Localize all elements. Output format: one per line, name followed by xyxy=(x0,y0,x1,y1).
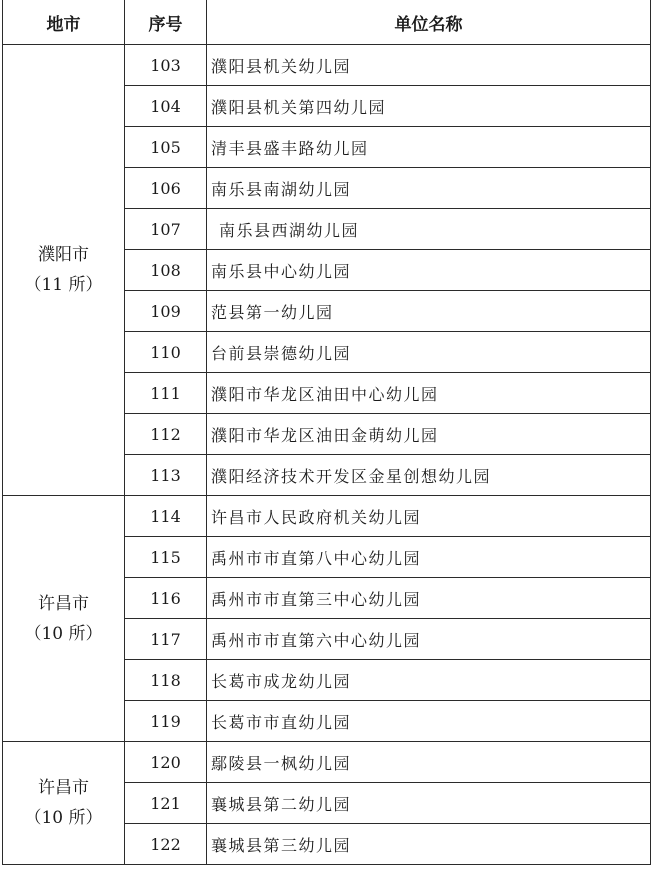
name-cell: 南乐县西湖幼儿园 xyxy=(207,209,651,250)
name-cell: 濮阳市华龙区油田金萌幼儿园 xyxy=(207,414,651,455)
city-name: 许昌市 xyxy=(38,778,89,798)
city-group-cell xyxy=(3,496,125,742)
table-row xyxy=(3,45,651,86)
name-cell: 许昌市人民政府机关幼儿园 xyxy=(207,496,651,537)
name-cell: 禹州市市直第八中心幼儿园 xyxy=(207,537,651,578)
name-cell: 长葛市市直幼儿园 xyxy=(207,701,651,742)
name-cell: 范县第一幼儿园 xyxy=(207,291,651,332)
table-header-row xyxy=(3,0,651,45)
name-cell: 台前县崇德幼儿园 xyxy=(207,332,651,373)
name-cell: 南乐县中心幼儿园 xyxy=(207,250,651,291)
seq-cell: 121 xyxy=(125,783,207,824)
seq-cell: 110 xyxy=(125,332,207,373)
name-cell: 禹州市市直第三中心幼儿园 xyxy=(207,578,651,619)
name-cell: 襄城县第三幼儿园 xyxy=(207,824,651,865)
name-cell: 濮阳市华龙区油田中心幼儿园 xyxy=(207,373,651,414)
header-seq: 序号 xyxy=(125,0,207,45)
name-cell: 南乐县南湖幼儿园 xyxy=(207,168,651,209)
seq-cell: 120 xyxy=(125,742,207,783)
name-cell: 濮阳县机关第四幼儿园 xyxy=(207,86,651,127)
seq-cell: 111 xyxy=(125,373,207,414)
city-group-cell xyxy=(3,45,125,496)
city-name: 濮阳市 xyxy=(38,245,89,265)
name-cell: 长葛市成龙幼儿园 xyxy=(207,660,651,701)
seq-cell: 114 xyxy=(125,496,207,537)
seq-cell: 116 xyxy=(125,578,207,619)
seq-cell: 106 xyxy=(125,168,207,209)
seq-cell: 117 xyxy=(125,619,207,660)
city-count: （10 所） xyxy=(24,808,103,828)
seq-cell: 122 xyxy=(125,824,207,865)
seq-cell: 104 xyxy=(125,86,207,127)
header-name: 单位名称 xyxy=(207,0,651,45)
seq-cell: 112 xyxy=(125,414,207,455)
seq-cell: 115 xyxy=(125,537,207,578)
name-cell: 襄城县第二幼儿园 xyxy=(207,783,651,824)
name-cell: 濮阳县机关幼儿园 xyxy=(207,45,651,86)
name-cell: 清丰县盛丰路幼儿园 xyxy=(207,127,651,168)
table-row xyxy=(3,496,651,537)
seq-cell: 107 xyxy=(125,209,207,250)
seq-cell: 118 xyxy=(125,660,207,701)
table-row xyxy=(3,742,651,783)
city-group-cell xyxy=(3,742,125,865)
seq-cell: 119 xyxy=(125,701,207,742)
seq-cell: 108 xyxy=(125,250,207,291)
seq-cell: 103 xyxy=(125,45,207,86)
name-cell: 濮阳经济技术开发区金星创想幼儿园 xyxy=(207,455,651,496)
kindergarten-list-table xyxy=(2,0,651,865)
seq-cell: 113 xyxy=(125,455,207,496)
name-cell: 鄢陵县一枫幼儿园 xyxy=(207,742,651,783)
city-count: （10 所） xyxy=(24,623,103,644)
city-name: 许昌市 xyxy=(38,593,89,614)
header-city: 地市 xyxy=(3,0,125,45)
seq-cell: 105 xyxy=(125,127,207,168)
city-count: （11 所） xyxy=(24,275,103,295)
seq-cell: 109 xyxy=(125,291,207,332)
name-cell: 禹州市市直第六中心幼儿园 xyxy=(207,619,651,660)
